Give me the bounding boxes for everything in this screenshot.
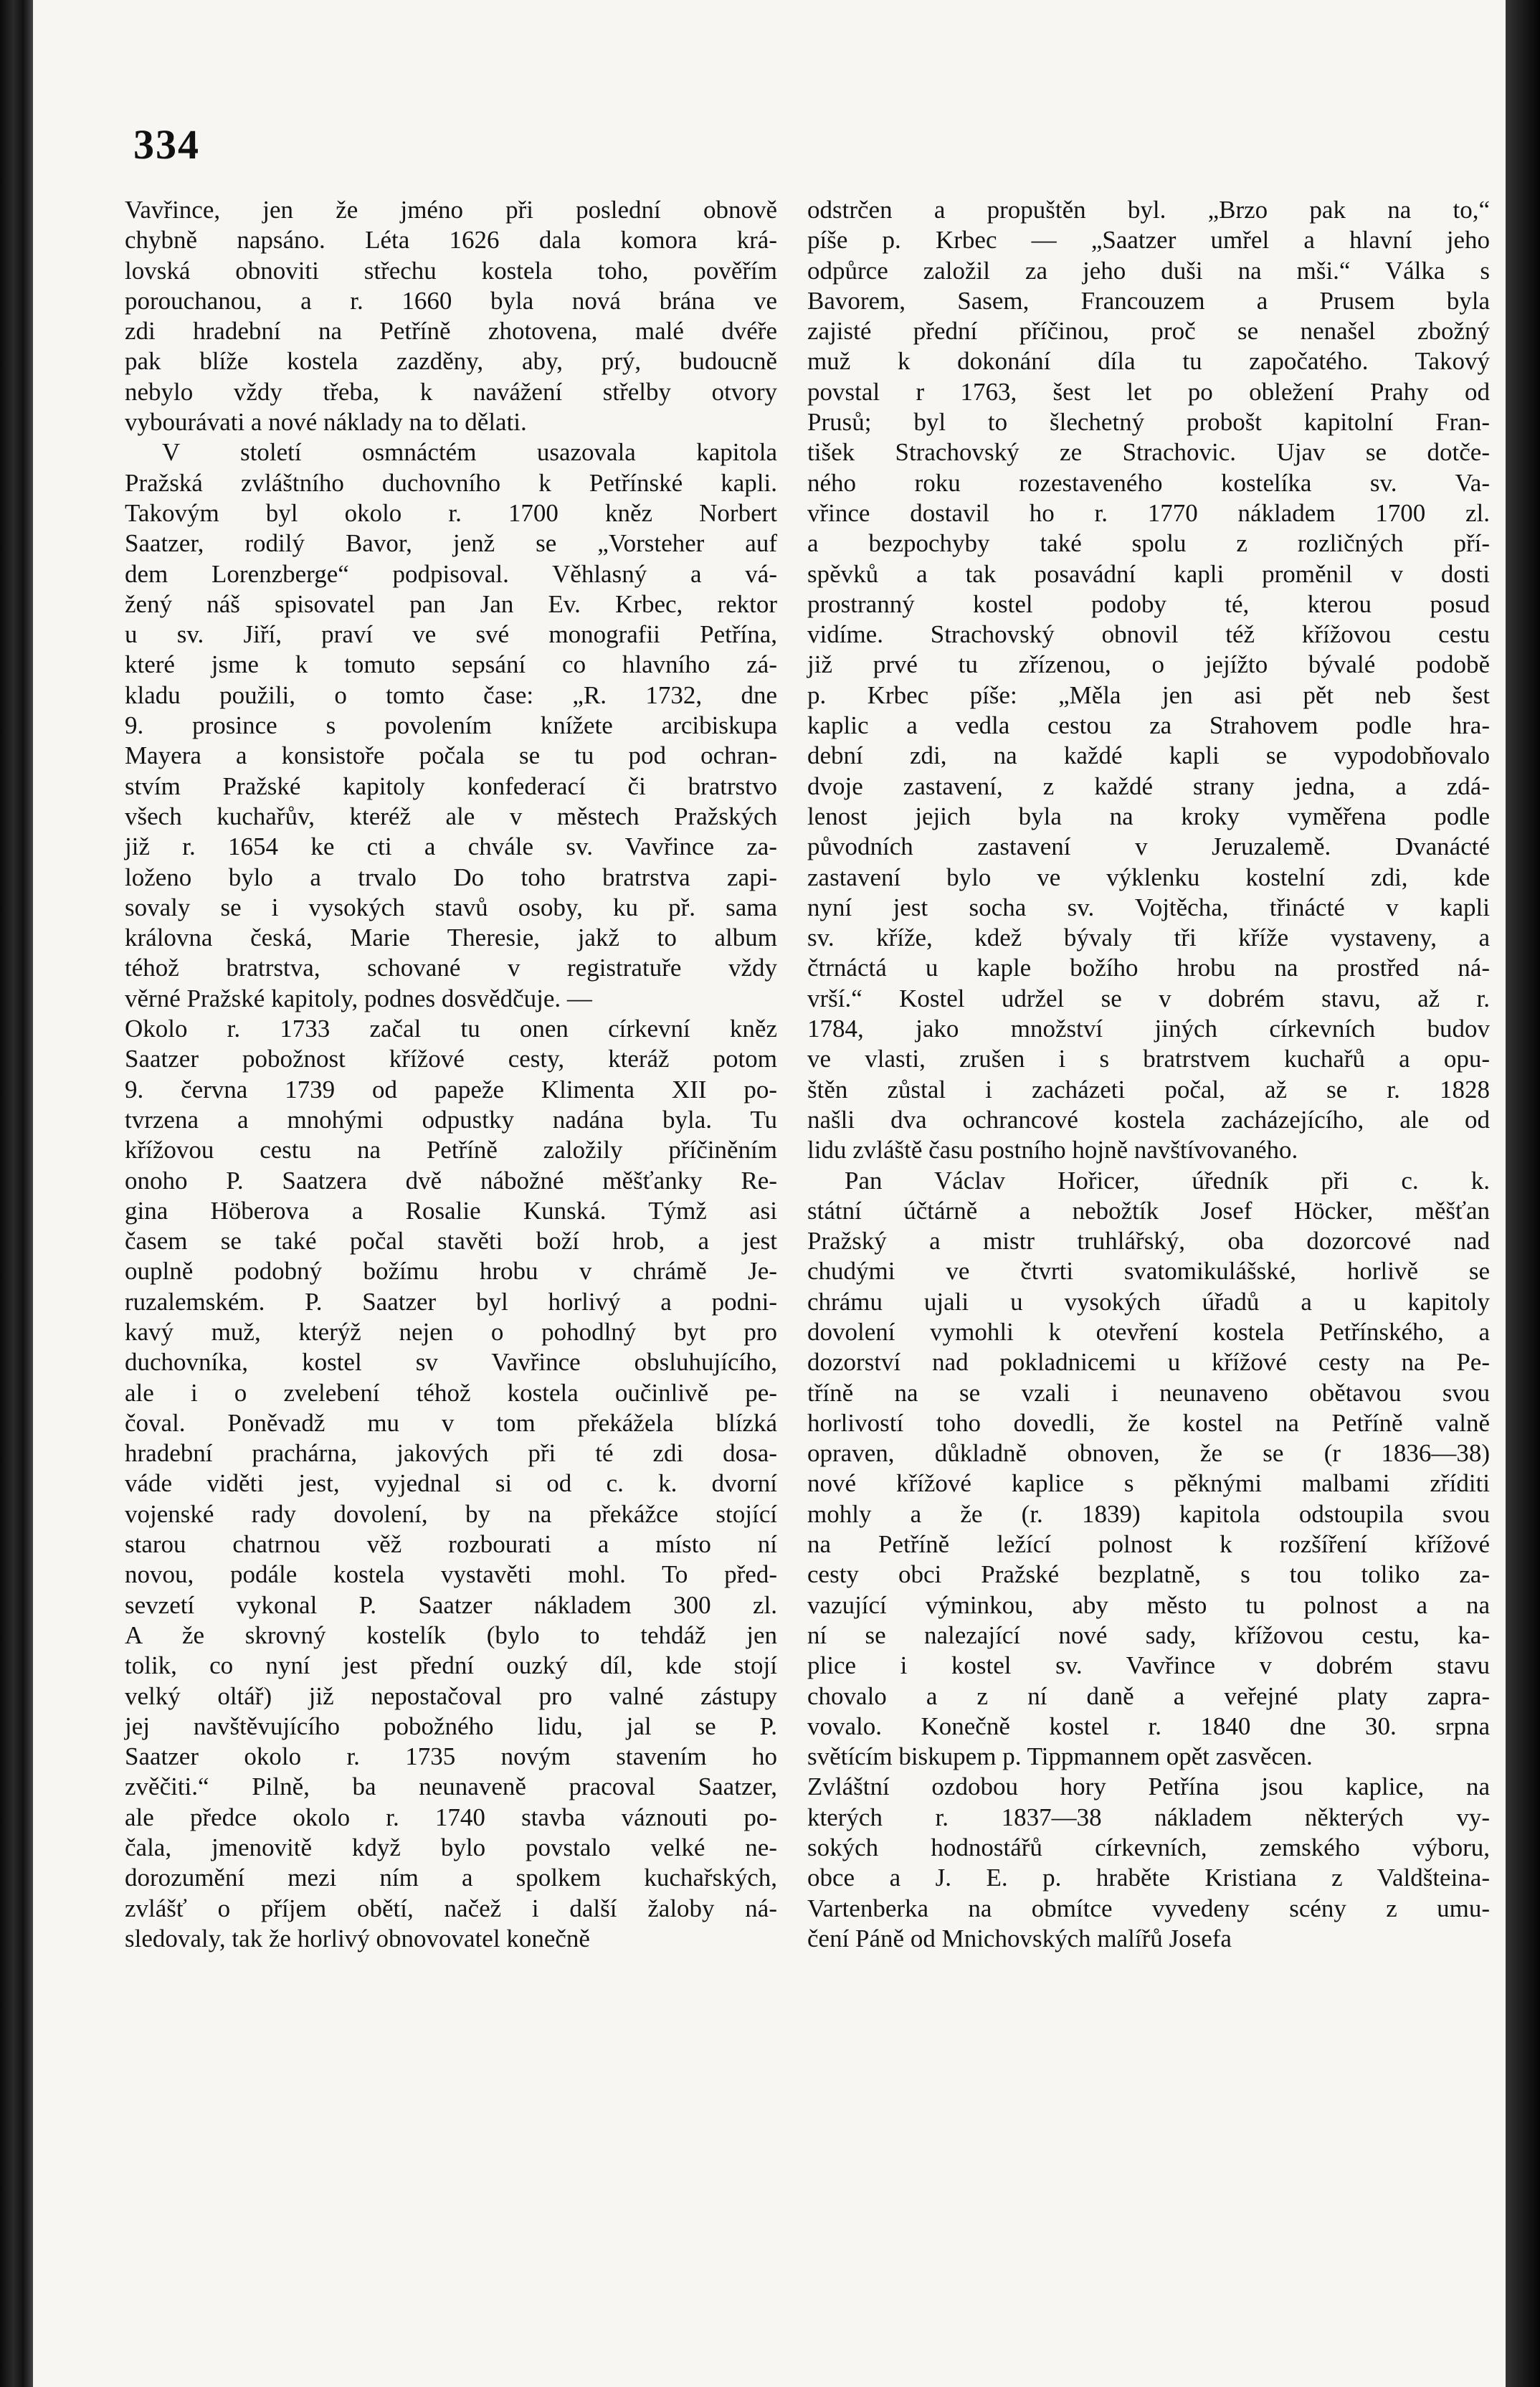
text-line: p. Krbec píše: „Měla jen asi pět neb šest [807,680,1490,709]
text-line: nyní jest socha sv. Vojtěcha, třinácté v kapli [807,893,1490,921]
text-line: V století osmnáctém usazovala kapitola [162,438,777,467]
text-line: váde viděti jest, vyjednal si od c. k. dvorní [125,1469,777,1498]
text-line: sledovaly, tak že horlivý obnovovatel konečně [125,1924,590,1952]
text-line: jej navštěvujícího pobožného lidu, jal se P. [125,1712,777,1740]
text-line: sokých hodnostářů církevních, zemského výboru, [807,1833,1490,1862]
text-line: 9. prosince s povolením knížete arcibiskupa [125,711,777,740]
text-line: našli dva ochrancové kostela zacházejícího, ale od [807,1105,1490,1134]
text-line: Bavorem, Sasem, Francouzem a Prusem byla [807,286,1490,315]
text-line: kaplic a vedla cestou za Strahovem podle hra- [807,711,1490,740]
text-line: sevzetí vykonal P. Saatzer nákladem 300 zl. [125,1590,777,1619]
text-line: nebylo vždy třeba, k navážení střelby otvory [125,377,777,406]
text-line: ruzalemském. P. Saatzer byl horlivý a podni- [125,1287,777,1316]
text-line: křížovou cestu na Petříně založily příčiněním [125,1136,777,1164]
text-line: hradební prachárna, jakových při té zdi dosa- [125,1439,777,1468]
scan-edge-right [1506,0,1540,2387]
text-line: vazující výminkou, aby město tu polnost a na [807,1590,1490,1619]
text-line: které jsme k tomuto sepsání co hlavního zá- [125,650,777,679]
left-text-column [125,195,777,1954]
text-line: štěn zůstal i zacházeti počal, až se r. 1828 [807,1075,1490,1104]
text-line: kterých r. 1837—38 nákladem některých vy- [807,1803,1490,1831]
text-line: plice i kostel sv. Vavřince v dobrém stavu [807,1651,1490,1680]
text-line: ale předce okolo r. 1740 stavba váznouti po- [125,1803,777,1831]
text-line: Pan Václav Hořicer, úředník při c. k. [845,1166,1490,1195]
text-line: čala, jmenovitě když bylo povstalo velké ne- [125,1833,777,1862]
text-line: chovalo a z ní daně a veřejné platy zapra- [807,1681,1490,1710]
text-line: dovolení vymohli k otevření kostela Petřínského, a [807,1317,1490,1346]
text-line: Okolo r. 1733 začal tu onen církevní kněz [125,1015,777,1043]
text-line: Pražská zvláštního duchovního k Petřínské kapli. [125,468,777,497]
book-page [33,0,1506,2387]
text-line: odstrčen a propuštěn byl. „Brzo pak na to,“ [807,196,1490,224]
text-line: tříně na se vzali i neunaveno obětavou svou [807,1378,1490,1407]
text-line: loženo bylo a trvalo Do toho bratrstva zapi- [125,863,777,891]
text-line: již r. 1654 ke cti a chvále sv. Vavřince za- [125,832,777,861]
text-line: duchovníka, kostel sv Vavřince obsluhujícího, [125,1348,777,1377]
text-line: na Petříně ležící polnost k rozšíření křížové [807,1530,1490,1559]
text-line: sv. kříže, kdež bývaly tři kříže vystaveny, a [807,924,1490,952]
text-line: dvoje zastavení, z každé strany jedna, a zdá- [807,772,1490,800]
text-line: mohly a že (r. 1839) kapitola odstoupila svou [807,1499,1490,1528]
text-line: ouplně podobný božímu hrobu v chrámě Je- [125,1257,777,1286]
text-line: spěvků a tak posavádní kapli proměnil v dosti [807,559,1490,588]
text-line: vovalo. Konečně kostel r. 1840 dne 30. srpna [807,1712,1490,1740]
text-line: horlivostí toho dovedli, že kostel na Petříně valně [807,1408,1490,1437]
text-line: Saatzer, rodilý Bavor, jenž se „Vorsteher auf [125,529,777,558]
text-line: tišek Strachovský ze Strachovic. Ujav se dotče- [807,438,1490,467]
text-line: věrné Pražské kapitoly, podnes dosvědčuje. — [125,984,592,1012]
text-line: gina Höberova a Rosalie Kunská. Týmž asi [125,1196,777,1225]
text-line: chudými ve čtvrti svatomikulášské, horlivě se [807,1257,1490,1286]
text-line: zastavení bylo ve výklenku kostelní zdi, kde [807,863,1490,891]
text-line: zvlášť o příjem obětí, načež i další žaloby ná- [125,1894,777,1922]
text-line: kladu použili, o tomto čase: „R. 1732, dne [125,680,777,709]
text-line: chybně napsáno. Léta 1626 dala komora krá- [125,226,777,255]
text-line: královna česká, Marie Theresie, jakž to album [125,924,777,952]
text-line: Saatzer okolo r. 1735 novým stavením ho [125,1742,777,1771]
page-number: 334 [133,121,200,168]
text-line: vybourávati a nové náklady na to dělati. [125,408,527,437]
text-line: ve vlasti, zrušen i s bratrstvem kuchařů a opu- [807,1045,1490,1073]
text-line: vojenské rady dovolení, by na překážce stojící [125,1499,777,1528]
text-line: lenost jejich byla na kroky vyměřena podle [807,802,1490,830]
text-line: dební zdi, na každé kapli se vypodobňovalo [807,741,1490,770]
text-line: tvrzena a mnohými odpustky nadána byla. Tu [125,1105,777,1134]
text-line: čtrnáctá u kaple božího hrobu na prostřed ná- [807,954,1490,982]
text-line: A že skrovný kostelík (bylo to tehdáž jen [125,1620,777,1649]
text-line: odpůrce založil za jeho duši na mši.“ Válka s [807,256,1490,285]
text-line: Zvláštní ozdobou hory Petřína jsou kaplice, na [807,1773,1490,1801]
text-line: a bezpochyby také spolu z rozličných pří- [807,529,1490,558]
right-text-column [807,195,1490,1954]
text-line: již prvé tu zřízenou, o jejížto bývalé podobě [807,650,1490,679]
text-line: porouchanou, a r. 1660 byla nová brána ve [125,286,777,315]
text-line: pak blíže kostela zazděny, aby, prý, budoucně [125,347,777,376]
text-line: opraven, důkladně obnoven, že se (r 1836—38) [807,1439,1490,1468]
text-line: obce a J. E. p. hraběte Kristiana z Valdšteina- [807,1864,1490,1892]
text-line: velký oltář) již nepostačoval pro valné zástupy [125,1681,777,1710]
text-line: nové křížové kaplice s pěknými malbami zříditi [807,1469,1490,1498]
text-line: lidu zvláště času postního hojně navštívovaného. [807,1136,1298,1164]
text-line: ale i o zvelebení téhož kostela oučinlivě pe- [125,1378,777,1407]
text-line: ného roku rozestaveného kostelíka sv. Va- [807,468,1490,497]
text-line: kavý muž, kterýž nejen o pohodlný byt pro [125,1317,777,1346]
text-line: Saatzer pobožnost křížové cesty, kteráž potom [125,1045,777,1073]
text-line: všech kuchařův, kteréž ale v městech Pražských [125,802,777,830]
text-line: chrámu ujali u vysokých úřadů a u kapitoly [807,1287,1490,1316]
text-line: téhož bratrstva, schované v registratuře vždy [125,954,777,982]
text-line: povstal r 1763, šest let po obležení Prahy od [807,377,1490,406]
text-line: 9. června 1739 od papeže Klimenta XII po- [125,1075,777,1104]
text-line: zdi hradební na Petříně zhotovena, malé dvéře [125,317,777,346]
text-line: cesty obci Pražské bezplatně, s tou toliko za- [807,1560,1490,1589]
text-line: vidíme. Strachovský obnovil též křížovou cestu [807,620,1490,649]
text-line: Takovým byl okolo r. 1700 kněz Norbert [125,498,777,527]
text-line: čení Páně od Mnichovských malířů Josefa [807,1924,1232,1952]
text-line: dozorství nad pokladnicemi u křížové cesty na Pe- [807,1348,1490,1377]
text-line: čoval. Poněvadž mu v tom překážela blízká [125,1408,777,1437]
text-line: Mayera a konsistoře počala se tu pod ochran- [125,741,777,770]
text-line: časem se také počal stavěti boží hrob, a jest [125,1227,777,1256]
text-line: Prusů; byl to šlechetný probošt kapitolní Fran- [807,408,1490,437]
text-line: ní se nalezající nové sady, křížovou cestu, ka- [807,1620,1490,1649]
text-line: muž k dokonání díla tu započatého. Takový [807,347,1490,376]
text-line: původních zastavení v Jeruzalemě. Dvanácté [807,832,1490,861]
text-line: zvěčiti.“ Pilně, ba neunaveně pracoval Saatzer, [125,1773,777,1801]
text-line: píše p. Krbec — „Saatzer umřel a hlavní jeho [807,226,1490,255]
text-line: vrší.“ Kostel udržel se v dobrém stavu, až r. [807,984,1490,1012]
text-line: světícím biskupem p. Tippmannem opět zasvěcen. [807,1742,1313,1771]
text-line: sovaly se i vysokých stavů osoby, ku př. sama [125,893,777,921]
text-line: onoho P. Saatzera dvě nábožné měšťanky Re- [125,1166,777,1195]
text-line: státní účtárně a nebožtík Josef Höcker, měšťan [807,1196,1490,1225]
text-line: zajisté přední příčinou, proč se nenašel zbožný [807,317,1490,346]
text-line: Vavřince, jen že jméno při poslední obnově [125,196,777,224]
text-line: u sv. Jiří, praví ve své monografii Petřína, [125,620,777,649]
text-line: tolik, co nyní jest přední ouzký díl, kde stojí [125,1651,777,1680]
text-line: stvím Pražské kapitoly konfederací či bratrstvo [125,772,777,800]
text-line: prostranný kostel podoby té, kterou posud [807,589,1490,618]
text-line: Vartenberka na obmítce vyvedeny scény z umu- [807,1894,1490,1922]
text-line: 1784, jako množství jiných církevních budov [807,1015,1490,1043]
text-line: lovská obnoviti střechu kostela toho, pověřím [125,256,777,285]
text-line: novou, podále kostela vystavěti mohl. To před- [125,1560,777,1589]
text-line: žený náš spisovatel pan Jan Ev. Krbec, rektor [125,589,777,618]
text-line: starou chatrnou věž rozbourati a místo ní [125,1530,777,1559]
text-line: vřince dostavil ho r. 1770 nákladem 1700 zl. [807,498,1490,527]
text-line: dorozumění mezi ním a spolkem kuchařských, [125,1864,777,1892]
scan-edge-left [0,0,33,2387]
text-line: dem Lorenzberge“ podpisoval. Věhlasný a vá- [125,559,777,588]
text-line: Pražský a mistr truhlářský, oba dozorcové nad [807,1227,1490,1256]
